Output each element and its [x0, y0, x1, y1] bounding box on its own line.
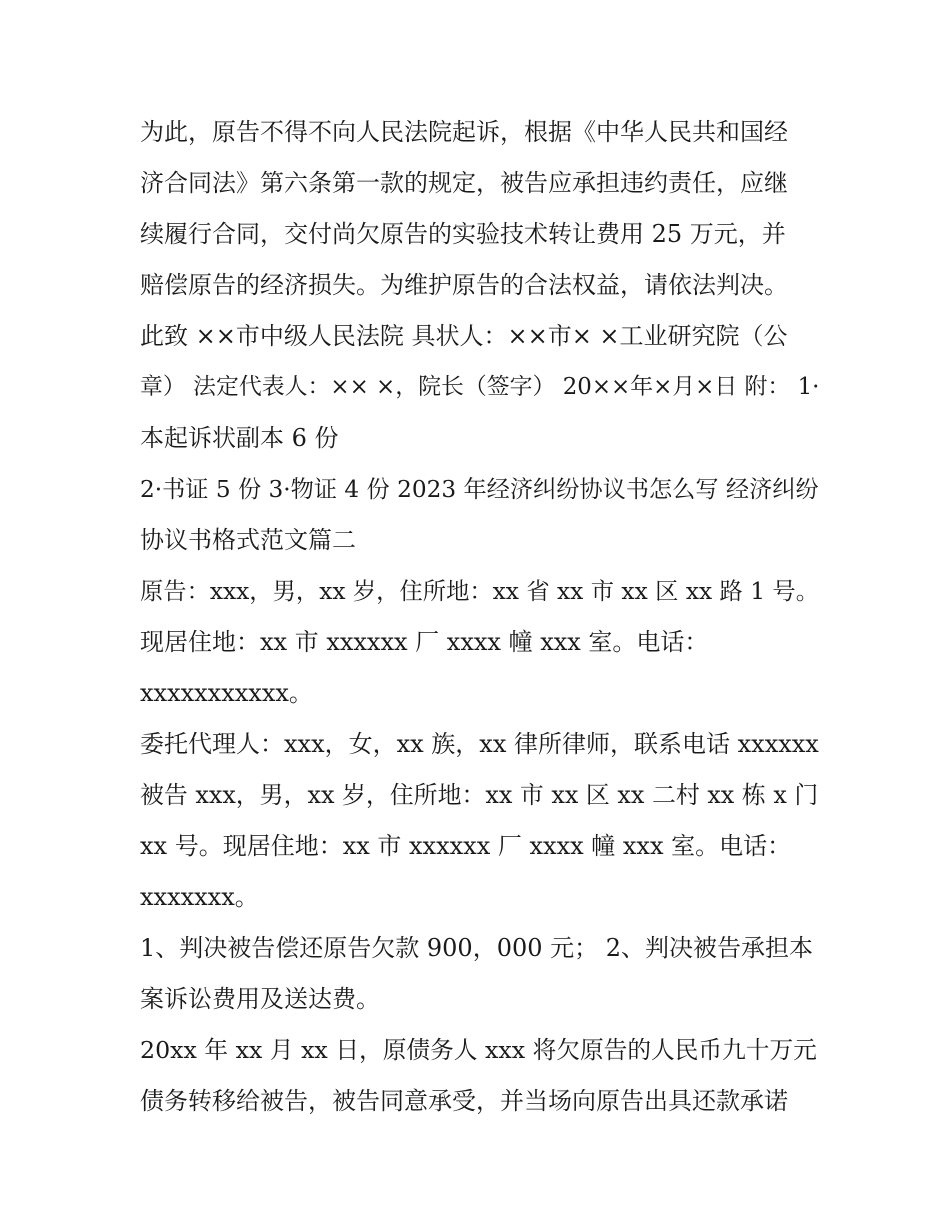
text-line: 济合同法》第六条第一款的规定，被告应承担违约责任，应继: [140, 169, 788, 197]
text-line: 现居住地：xx 市 xxxxxx 厂 xxxx 幢 xxx 室。电话：: [140, 628, 709, 656]
text-line: 20xx 年 xx 月 xx 日，原债务人 xxx 将欠原告的人民币九十万元: [140, 1036, 817, 1064]
text-line: 本起诉状副本 6 份: [140, 424, 339, 452]
text-line: 债务转移给被告，被告同意承受，并当场向原告出具还款承诺: [140, 1087, 788, 1115]
text-line: xx 号。现居住地：xx 市 xxxxxx 厂 xxxx 幢 xxx 室。电话：: [140, 832, 792, 860]
document-body: [140, 107, 820, 1127]
text-line: 章） 法定代表人：×× ×，院长（签字） 20××年×月×日 附： 1·: [140, 374, 820, 400]
text-line: 2·书证 5 份 3·物证 4 份 2023 年经济纠纷协议书怎么写 经济纠纷: [140, 476, 819, 503]
text-line: 续履行合同，交付尚欠原告的实验技术转让费用 25 万元，并: [140, 220, 786, 248]
text-line: 原告：xxx，男，xx 岁，住所地：xx 省 xx 市 xx 区 xx 路 1 号。: [140, 578, 820, 605]
text-line: xxxxxxxxxxx。: [140, 679, 313, 707]
text-line: 协议书格式范文篇二: [140, 526, 356, 554]
text-line: 为此，原告不得不向人民法院起诉，根据《中华人民共和国经: [140, 118, 788, 146]
text-line: 1、判决被告偿还原告欠款 900，000 元； 2、判决被告承担本: [140, 934, 814, 962]
text-line: xxxxxxx。: [140, 883, 259, 911]
text-line: 被告 xxx，男，xx 岁，住所地：xx 市 xx 区 xx 二村 xx 栋 x 门: [140, 781, 819, 809]
text-line: 案诉讼费用及送达费。: [140, 985, 380, 1013]
text-line: 此致 ××市中级人民法院 具状人：××市× ×工业研究院（公: [140, 322, 788, 350]
text-line: 委托代理人：xxx，女，xx 族，xx 律所律师，联系电话 xxxxxx: [140, 730, 819, 758]
text-line: 赔偿原告的经济损失。为维护原告的合法权益，请依法判决。: [140, 271, 788, 299]
